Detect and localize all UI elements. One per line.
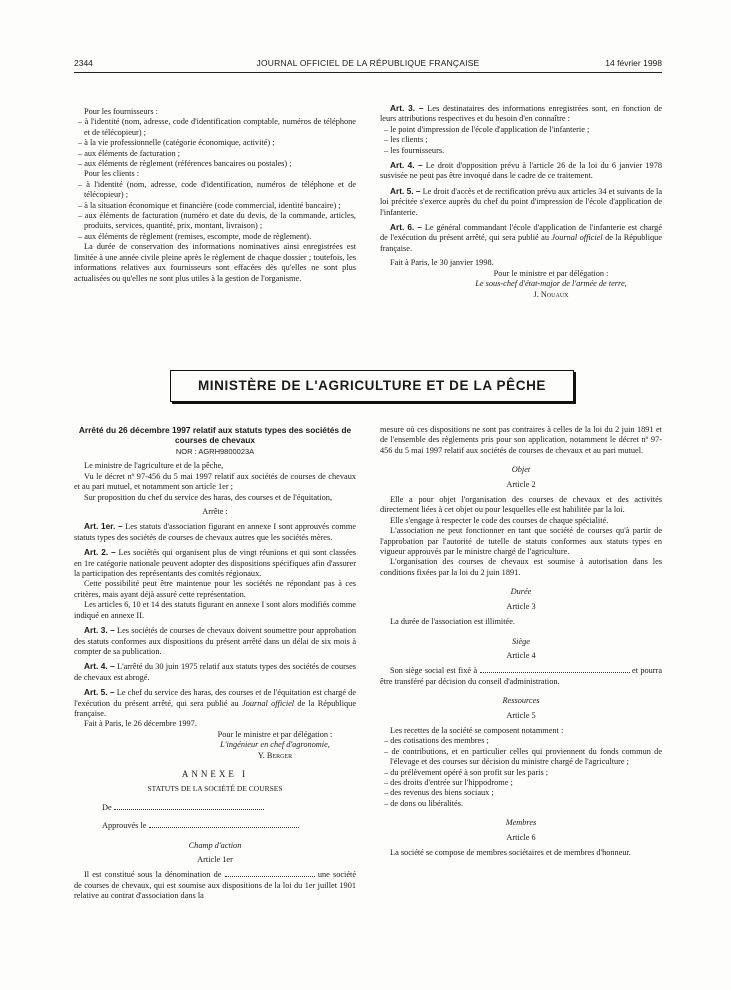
paragraph-text: Son siège social est fixé à [390,666,478,676]
section-heading: Membres [505,818,537,828]
article-text: Les destinataires des informations enregistrées sont, en fonction de leurs attributions respectives et du besoin d'en connaître : [380,104,663,124]
suppliers-intro: Pour les fournisseurs : [84,107,158,116]
paragraph: Le ministre de l'agriculture et de la pêche, [84,461,224,471]
paragraph [380,666,662,687]
article-label: Art. 6. – [390,222,422,233]
journal-title: JOURNAL OFFICIEL DE LA RÉPUBLIQUE FRANÇAISE [256,58,480,68]
list-item: – les clients ; [384,135,428,145]
section-heading: Ressources [502,696,540,706]
article-label: Art. 5. – [390,185,421,196]
article-label: Art. 2. – [84,547,116,558]
paragraph-text: Il est constitué sous la dénomination de [84,870,222,880]
article-1-paragraph [74,521,356,543]
article-heading: Article 1er [197,855,233,864]
blank-field [149,827,299,828]
page-header [74,58,662,70]
journal-reference: Journal officiel [551,233,603,243]
article-text: Le droit d'accès et de rectification prévu aux articles 34 et suivants de la loi précitée s'exerce auprès du chef du point d'impression de l'école d'application de l'infanterie. [380,186,662,217]
section-heading: Siège [512,636,530,646]
signatory-function: L'ingénieur en chef d'agronomie, [220,740,330,750]
section-heading: Durée [510,587,532,597]
list-item: – le point d'impression de l'école d'application de l'infanterie ; [384,124,590,134]
paragraph: Elle s'engage à respecter le code des courses de chaque spécialité. [390,515,609,525]
annexe-heading: ANNEXE I [181,768,249,779]
signing-place-date: Fait à Paris, le 30 janvier 1998. [390,258,494,268]
article-text: Les sociétés qui organisent plus de vingt réunions et qui sont classées en 1re catégorie nationale peuvent adopter des dispositions spécifiques afin d'assurer la participation des représentants des comités régionaux. [74,548,356,579]
list-item: – à l'identité (nom, adresse, code d'identification comptable, numéros de téléphone et de télécopieur) ; [78,117,356,137]
article-4-paragraph [380,160,662,182]
list-item: – des droits d'entrée sur l'hippodrome ; [384,777,513,787]
list-item: – des cotisations des membres ; [384,736,489,746]
article-text: Le chef du service des haras, des courses et de l'équitation est chargé de l'exécution du présent arrêté, qui sera publié au [74,688,356,708]
paragraph: Les articles 6, 10 et 14 des statuts figurant en annexe I sont alors modifiés comme indiqué en annexe II. [74,600,356,620]
nor-reference: NOR : AGRH9800023A [175,447,255,456]
article-text: Les sociétés de courses de chevaux doivent soumettre pour approbation des statuts conformes aux dispositions du présent arrêté dans un délai de six mois à compter de sa publication. [74,626,357,656]
paragraph: Sur proposition du chef du service des haras, des courses et de l'équitation, [84,492,333,502]
paragraph: Elle a pour objet l'organisation des courses de chevaux et des activités directement liées à cet objet ou pour lesquelles elle est habilitée par la loi. [380,495,662,515]
paragraph: L'organisation des courses de chevaux est soumise à autorisation dans les conditions fixées par la loi du 2 juin 1891. [380,557,662,577]
article-label: Art. 3. – [84,625,115,636]
paragraph-text: une société de courses de chevaux, qui est soumise aux dispositions de la loi du 1er juillet 1901 relative au contrat d'association dans la [74,870,356,901]
list-item: – de dons ou libéralités. [384,798,464,808]
article-3-paragraph [380,103,662,125]
list-item: – à l'identité (nom, adresse, code d'identification, numéros de téléphone et de télécopieur) ; [78,179,356,200]
article-label: Art. 1er. – [84,521,123,532]
list-item: – aux éléments de facturation (numéro et date du devis, de la commande, articles, produits, services, quantité, prix, montant, livraison) ; [78,211,356,231]
article-heading: Article 6 [506,832,536,842]
article-text: de la République française. [380,233,662,253]
list-item: – des revenus des biens sociaux ; [384,788,494,798]
statuts-heading: STATUTS DE LA SOCIÉTÉ DE COURSES [147,784,283,794]
list-item: – aux éléments de règlement (références bancaires ou postales) ; [78,159,292,169]
article-4-paragraph [74,661,356,683]
decree-title: Arrêté du 26 décembre 1997 relatif aux statuts types des sociétés de courses de chevaux [78,425,352,445]
article-heading: Article 2 [506,479,536,489]
issue-date: 14 février 1998 [605,58,662,68]
article-heading: Article 3 [506,601,536,611]
lower-left-column [74,425,356,902]
list-item: – à la situation économique et financière (code commercial, identité bancaire) ; [78,200,341,210]
article-label: Art. 4. – [390,160,423,171]
list-item: – les fournisseurs. [384,145,445,155]
de-line [74,803,356,813]
article-6-paragraph [380,222,662,254]
top-right-column [380,103,662,300]
delegation-line: Pour le ministre et par délégation : [217,729,333,739]
approved-label: Approuvés le [102,821,147,831]
section-heading: Champ d'action [188,840,242,850]
article-label: Art. 3. – [390,103,424,113]
paragraph: Vu le décret nº 97-456 du 5 mai 1997 relatif aux sociétés de courses de chevaux et au pari mutuel, et notamment son article 1er ; [74,471,356,492]
article-3-paragraph [74,625,356,657]
ministry-banner: MINISTÈRE DE L'AGRICULTURE ET DE LA PÊCHE [170,370,574,402]
article-text: Le droit d'opposition prévu à l'article 26 de la loi du 6 janvier 1978 susvisée ne peut pas être invoqué dans le cadre de ce traitement. [380,161,662,181]
paragraph: La durée de l'association est illimitée. [390,617,515,627]
blank-field [225,876,315,877]
paragraph-text: et pourra être transféré par décision du conseil d'administration. [380,666,662,686]
top-left-column [74,107,356,284]
signatory-name: Y. Berger [257,750,293,760]
blank-field [480,672,630,673]
lower-right-column [380,425,662,858]
article-2-paragraph [74,547,356,579]
list-item: – du prélèvement opéré à son profit sur les paris ; [384,767,549,777]
article-label: Art. 4. – [84,661,115,672]
header-rule [74,72,662,73]
signing-place-date: Fait à Paris, le 26 décembre 1997. [84,719,197,729]
signatory-function: Le sous-chef d'état-major de l'armée de terre, [475,279,627,289]
paragraph: L'association ne peut fonctionner en tant que société de courses qu'à partir de l'approbation par l'autorité de tutelle de statuts conformes aux statuts types en vigueur approuvés par le ministre chargé de l'agriculture. [380,526,662,557]
paragraph: La société se compose de membres sociétaires et de membres d'honneur. [390,848,631,857]
article-text: Le général commandant l'école d'application de l'infanterie est chargé de l'exécution du présent arrêté, qui sera publié au [380,223,663,243]
article-heading: Article 4 [506,650,536,660]
article-text: Les statuts d'association figurant en annexe I sont approuvés comme statuts types des sociétés de courses de chevaux autres que les sociétés mères. [74,522,357,542]
signatory-name: J. Nouaux [533,289,569,299]
journal-reference: Journal officiel [241,698,295,708]
paragraph: mesure où ces dispositions ne sont pas contraires à celles de la loi du 2 juin 1891 et de l'ensemble des règlements pris pour son application, notamment le décret nº 97-456 du 5 mai 1997 relatif aux sociétés de courses de chevaux et au pari mutuel. [380,425,662,455]
de-label: De [102,802,112,812]
arrete-heading: Arrête : [202,507,228,517]
page-number: 2344 [74,58,93,68]
section-heading: Objet [511,465,531,475]
list-item: – aux éléments de facturation ; [78,148,181,158]
clients-intro: Pour les clients : [84,169,140,179]
article-heading: Article 5 [506,710,536,720]
list-item: – à la vie professionnelle (catégorie économique, activité) ; [78,138,275,148]
conservation-paragraph: La durée de conservation des informations nominatives ainsi enregistrées est limitée à une année civile pleine après le règlement de chaque dossier ; toutefois, les informations relatives aux fournisseurs sont effacées dès qu'elles ne sont plus actualisées ou qu'elles ne sont plus utiles à la gestion de l'organisme. [74,242,356,283]
article-5-paragraph [380,186,662,218]
paragraph: Cette possibilité peut être maintenue pour les sociétés ne répondant pas à ces critères, mais ayant déjà assuré cette représentation. [74,579,356,599]
article-label: Art. 5. – [84,687,115,698]
list-item: – de contributions, et en particulier celles qui proviennent du fonds commun de l'élevage et des courses sur décision du ministre chargé de l'agriculture ; [384,746,662,767]
approved-line [74,821,356,831]
delegation-line: Pour le ministre et par délégation : [493,268,609,278]
list-item: – aux éléments de règlement (remises, escompte, mode de règlement). [78,231,312,241]
paragraph: Les recettes de la société se composent notamment : [390,725,564,735]
blank-field [114,809,264,810]
paragraph [74,870,356,901]
article-text: L'arrêté du 30 juin 1975 relatif aux statuts types des sociétés de courses de chevaux est abrogé. [74,662,357,682]
article-text: de la République française. [74,698,357,718]
article-5-paragraph [74,687,356,719]
